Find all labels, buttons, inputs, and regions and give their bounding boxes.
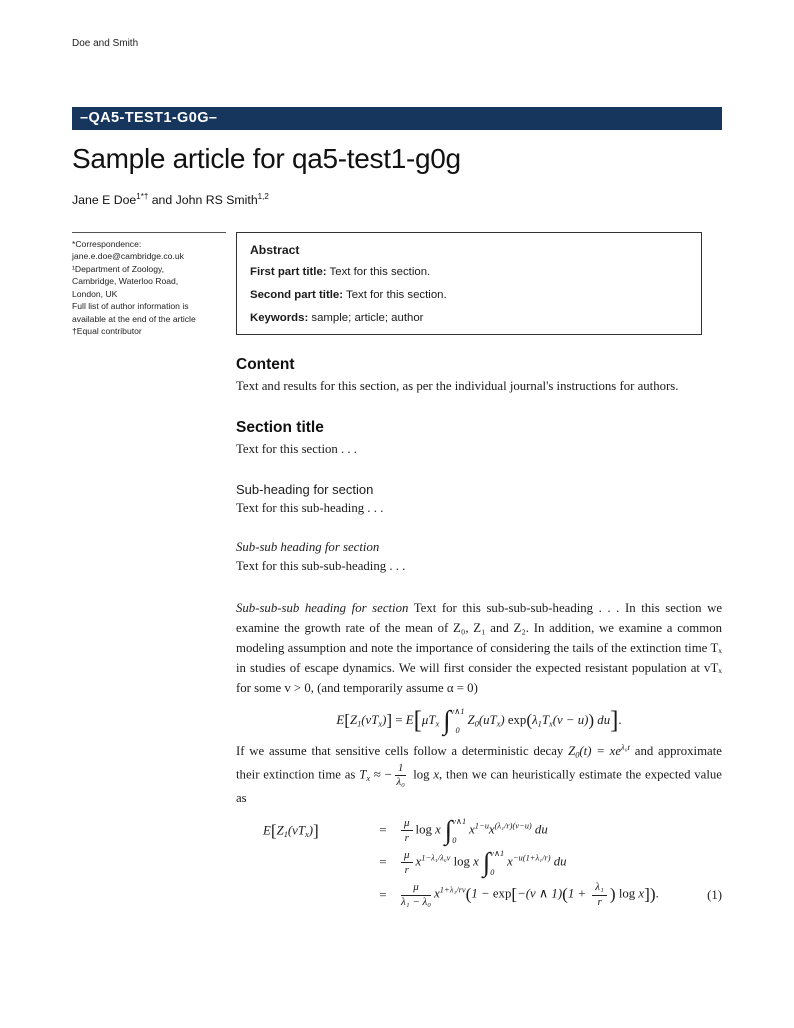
equation-rhs: $\frac{\mu}{r}$ $x^{1-\lambda_1/\lambda_0v}$ log x ∫ v∧1 0 $x^{-u(1+\lambda_1/r)}$ du <box>398 849 567 876</box>
display-equation-a: $E[Z_1(vT_x)] = E[\mu T_x$ ∫ v∧1 0 $Z_0(uT_x) \exp(\lambda_1T_x(v - u))$ du]. <box>336 705 622 736</box>
subsection-text: Text for this sub-heading . . . <box>236 500 384 515</box>
abstract-item-text: sample; article; author <box>308 311 424 324</box>
body-paragraph-inline-math: If we assume that sensitive cells follow a deterministic decay $Z_0(t) = xe^{\lambda_0t}$ and approximate their extinction time as $T_x$ ≈ − $\frac{1}{\text{λ₀}}$ log x, then we can heuristically estimate the expected value as <box>236 741 722 805</box>
equation-number: (1) <box>707 887 722 902</box>
main-column <box>236 356 722 914</box>
aligned-equation-block <box>236 817 722 909</box>
correspondence-label: *Correspondence: <box>72 239 142 249</box>
subsubsection-text: Text for this sub-sub-heading . . . <box>236 558 406 573</box>
abstract-item-label: Second part title: <box>250 288 344 301</box>
equals-sign: = <box>379 855 387 870</box>
equals-sign: = <box>379 823 387 838</box>
abstract-item <box>250 311 688 326</box>
abstract-item-text: Text for this section. <box>343 288 447 301</box>
author-1-affiliation-marks: 1*† <box>136 192 149 201</box>
author-info-note-1: Full list of author information is <box>72 301 189 312</box>
subsection-heading: Sub-heading for section <box>236 481 374 497</box>
equation-rhs: $\frac{\mu}{r}$ log x ∫ v∧1 0 $x^{1-u}x^{(\lambda_1/r)(v-u)}$ du <box>398 817 548 844</box>
equals-sign: = <box>379 887 387 902</box>
run-in-heading: Sub-sub-sub heading for section <box>236 600 409 615</box>
equation-row <box>236 817 722 844</box>
equation-row <box>236 849 722 876</box>
abstract-item-label: First part title: <box>250 266 327 278</box>
subsubsection-heading: Sub-sub heading for section <box>236 539 380 554</box>
equation-row <box>236 881 722 908</box>
affiliation-line-2: Cambridge, Waterloo Road, <box>72 276 179 287</box>
affiliation-line-3: London, UK <box>72 288 118 299</box>
author-2: John RS Smith <box>175 193 258 208</box>
abstract-item <box>250 288 688 303</box>
equation-rhs: $\frac{\mu}{\text{λ₁ − λ₀}}$ $x^{1+\lambda_1/rv}(1 - \exp[-(v$ ∧ 1)(1 + $\frac{\text{λ₁}}{r}$ ) log x]). <box>401 881 659 909</box>
abstract-item <box>250 265 688 280</box>
section-heading-title: Section title <box>236 418 324 436</box>
article-title: Sample article for qa5-test1-g0g <box>72 143 461 174</box>
correspondence-sidebar <box>72 232 226 338</box>
author-line <box>72 192 269 207</box>
correspondence-email: jane.e.doe@cambridge.co.uk <box>72 251 184 262</box>
body-paragraph: Text and results for this section, as per the individual journal's instructions for authors. <box>236 379 679 393</box>
journal-banner: –QA5-TEST1-G0G– <box>72 107 722 130</box>
author-1: Jane E Doe <box>72 193 137 208</box>
author-separator: and <box>148 193 176 208</box>
paragraph-with-run-in-heading <box>236 599 722 699</box>
running-head: Doe and Smith <box>72 38 139 49</box>
section-text: Text for this section . . . <box>236 441 358 456</box>
abstract-heading: Abstract <box>250 243 300 257</box>
equal-contributor-note: †Equal contributor <box>72 326 142 337</box>
author-info-note-2: available at the end of the article <box>72 313 196 324</box>
equation-lhs: $E[Z_1(vT_x)]$ <box>263 820 319 840</box>
abstract-item-text: Text for this section. <box>326 266 431 278</box>
author-2-affiliation-marks: 1,2 <box>257 192 269 201</box>
abstract-item-label: Keywords: <box>250 311 309 324</box>
paragraph-text: Text for this sub-sub-sub-heading . . . In this section we examine the growth rate of the mean of Z₀, Z₁ and Z₂. In addition, we examine a common modeling assumption and note the importance of considering the tails of the extinction time Tₓ in studies of escape dynamics. We will first consider the expected resistant population at vTₓ for some v > 0, (and temporarily assume α = 0) <box>236 600 722 695</box>
section-heading-content: Content <box>236 356 295 373</box>
affiliation-line-1: ¹Department of Zoology, <box>72 263 165 274</box>
abstract-box <box>236 232 702 335</box>
